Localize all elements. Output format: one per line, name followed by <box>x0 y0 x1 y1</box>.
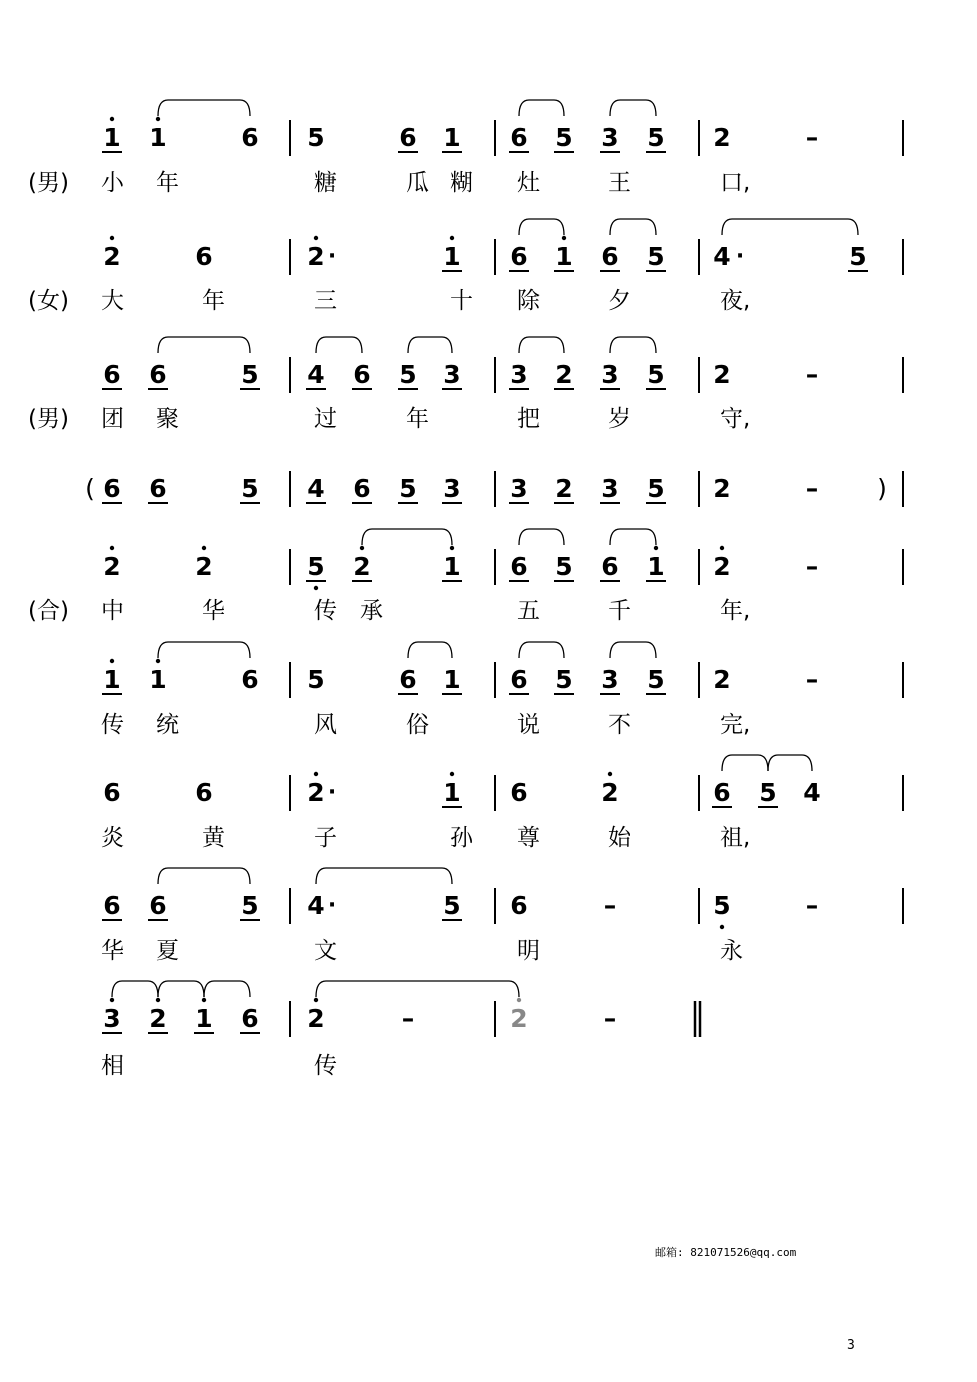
lyric: 夕 <box>608 288 631 314</box>
lyric: 小 <box>101 170 124 196</box>
lyric: 明 <box>517 938 540 964</box>
slur <box>610 529 656 545</box>
lyric: 传 <box>101 712 124 738</box>
slur <box>158 337 250 353</box>
lyric: 祖, <box>720 825 751 851</box>
octave-dot <box>110 998 114 1002</box>
note: 3 <box>601 360 619 389</box>
note: 6 <box>510 123 528 152</box>
lyric: 千 <box>608 598 631 624</box>
octave-dot <box>450 236 454 240</box>
note: 1 <box>149 665 167 694</box>
slur <box>519 529 564 545</box>
lyric: 俗 <box>406 712 429 738</box>
note: 5 <box>241 474 259 503</box>
octave-dot <box>450 772 454 776</box>
note: 5 <box>647 474 665 503</box>
lyric: 岁 <box>608 406 631 432</box>
lyric: 守, <box>720 406 751 432</box>
slur <box>722 755 768 771</box>
note: 1 <box>443 778 461 807</box>
note: 2 <box>555 360 573 389</box>
lyric: 永 <box>720 938 743 964</box>
lyric: 大 <box>101 288 124 314</box>
note: 2 <box>713 360 731 389</box>
note: 6 <box>399 665 417 694</box>
note: 4 <box>307 360 325 389</box>
lyric: 聚 <box>156 406 179 432</box>
octave-dot <box>156 659 160 663</box>
lyric: 尊 <box>517 825 540 851</box>
lyric: 文 <box>314 938 337 964</box>
octave-dot <box>314 772 318 776</box>
note: 3 <box>510 360 528 389</box>
note: 3 <box>443 360 461 389</box>
note: 6 <box>241 665 259 694</box>
lyric: 十 <box>450 288 473 314</box>
octave-dot <box>720 546 724 550</box>
note: 6 <box>510 552 528 581</box>
note: 2 <box>307 778 325 807</box>
note: 3 <box>601 665 619 694</box>
lyric: 糖 <box>314 170 337 196</box>
note: 6 <box>103 778 121 807</box>
note: 5 <box>241 360 259 389</box>
lyric: 灶 <box>517 170 540 196</box>
octave-dot <box>360 546 364 550</box>
note: 6 <box>149 474 167 503</box>
octave-dot <box>110 546 114 550</box>
slur <box>519 642 564 658</box>
note: 5 <box>443 891 461 920</box>
augmentation-dot: · <box>735 244 745 269</box>
slur <box>158 981 204 997</box>
note: 3 <box>601 123 619 152</box>
note: 5 <box>307 123 325 152</box>
lyric: 完, <box>720 712 751 738</box>
note: 1 <box>443 552 461 581</box>
lyric: 华 <box>101 938 124 964</box>
note: 2 <box>195 552 213 581</box>
lyric: 王 <box>608 170 631 196</box>
note: 4 <box>307 891 325 920</box>
slur <box>610 219 656 235</box>
note: 2 <box>307 242 325 271</box>
octave-dot <box>517 998 521 1002</box>
note: 2 <box>713 665 731 694</box>
note: 2 <box>510 1004 528 1033</box>
note: 6 <box>601 242 619 271</box>
note: 2 <box>353 552 371 581</box>
note: 3 <box>103 1004 121 1033</box>
lyric: 中 <box>101 598 124 624</box>
octave-dot <box>110 117 114 121</box>
note: 2 <box>601 778 619 807</box>
note: 2 <box>713 474 731 503</box>
paren: ( <box>85 474 95 503</box>
note: 5 <box>647 360 665 389</box>
lyric: 糊 <box>450 170 473 196</box>
note: 1 <box>103 665 121 694</box>
note: 5 <box>555 665 573 694</box>
note: 5 <box>647 123 665 152</box>
dash-note: – <box>805 665 819 694</box>
lyric: 传 <box>314 598 337 624</box>
note: 2 <box>555 474 573 503</box>
octave-dot <box>110 659 114 663</box>
lyric: 传 <box>314 1053 337 1079</box>
note: 2 <box>103 242 121 271</box>
octave-dot <box>608 772 612 776</box>
note: 4 <box>307 474 325 503</box>
slur <box>316 868 452 884</box>
note: 1 <box>647 552 665 581</box>
lyric: 统 <box>156 712 179 738</box>
lyric: 年 <box>202 288 225 314</box>
note: 6 <box>601 552 619 581</box>
lyric: 承 <box>360 598 383 624</box>
note: 1 <box>443 665 461 694</box>
slur <box>408 642 452 658</box>
note: 3 <box>601 474 619 503</box>
note: 6 <box>241 123 259 152</box>
slur <box>362 529 452 545</box>
voice-label: (男) <box>28 406 69 432</box>
octave-dot <box>202 998 206 1002</box>
note: 6 <box>510 891 528 920</box>
note: 1 <box>555 242 573 271</box>
note: 1 <box>149 123 167 152</box>
note: 5 <box>307 665 325 694</box>
note: 2 <box>149 1004 167 1033</box>
note: 6 <box>510 242 528 271</box>
note: 5 <box>555 123 573 152</box>
dash-note: – <box>805 474 819 503</box>
note: 6 <box>353 474 371 503</box>
note: 5 <box>307 552 325 581</box>
lyric: 不 <box>608 712 631 738</box>
dash-note: – <box>401 1004 415 1033</box>
octave-dot <box>562 236 566 240</box>
octave-dot <box>314 236 318 240</box>
dash-note: – <box>805 360 819 389</box>
lyric: 风 <box>314 712 337 738</box>
note: 1 <box>195 1004 213 1033</box>
augmentation-dot: · <box>327 244 337 269</box>
slur <box>519 219 564 235</box>
low-octave-dot <box>720 925 724 929</box>
dash-note: – <box>805 552 819 581</box>
note: 5 <box>647 665 665 694</box>
note: 4 <box>713 242 731 271</box>
footer-email: 邮箱: 821071526@qq.com <box>655 1246 797 1259</box>
note: 1 <box>443 242 461 271</box>
note: 2 <box>103 552 121 581</box>
slur <box>519 337 564 353</box>
note: 2 <box>713 123 731 152</box>
lyric: 团 <box>101 406 124 432</box>
lyric: 过 <box>314 406 337 432</box>
slur <box>204 981 250 997</box>
paren: ) <box>877 474 887 503</box>
octave-dot <box>450 546 454 550</box>
voice-label: (女) <box>28 288 69 314</box>
lyric: 把 <box>517 406 540 432</box>
note: 5 <box>713 891 731 920</box>
note: 6 <box>149 891 167 920</box>
augmentation-dot: · <box>327 780 337 805</box>
note: 6 <box>195 778 213 807</box>
slur <box>610 642 656 658</box>
note: 6 <box>195 242 213 271</box>
lyric: 夜, <box>720 288 751 314</box>
slur <box>158 100 250 116</box>
note: 6 <box>103 891 121 920</box>
note: 5 <box>399 360 417 389</box>
note: 6 <box>713 778 731 807</box>
slur <box>519 100 564 116</box>
note: 5 <box>399 474 417 503</box>
slur <box>316 337 362 353</box>
slur <box>722 219 858 235</box>
note: 1 <box>103 123 121 152</box>
slur <box>610 100 656 116</box>
slur <box>112 981 158 997</box>
low-octave-dot <box>314 586 318 590</box>
note: 3 <box>443 474 461 503</box>
note: 5 <box>759 778 777 807</box>
lyric: 子 <box>314 825 337 851</box>
lyric: 年, <box>720 598 751 624</box>
note: 3 <box>510 474 528 503</box>
octave-dot <box>202 546 206 550</box>
lyric: 年 <box>156 170 179 196</box>
note: 6 <box>399 123 417 152</box>
slur <box>158 868 250 884</box>
lyric: 五 <box>517 598 540 624</box>
note: 5 <box>849 242 867 271</box>
lyric: 口, <box>720 170 751 196</box>
note: 6 <box>149 360 167 389</box>
lyric: 除 <box>517 288 540 314</box>
note: 5 <box>555 552 573 581</box>
dash-note: – <box>805 123 819 152</box>
note: 2 <box>307 1004 325 1033</box>
note: 6 <box>510 665 528 694</box>
octave-dot <box>654 546 658 550</box>
lyric: 说 <box>517 712 540 738</box>
note: 6 <box>241 1004 259 1033</box>
slur <box>158 642 250 658</box>
note: 5 <box>647 242 665 271</box>
page-number: 3 <box>847 1338 855 1353</box>
dash-note: – <box>603 1004 617 1033</box>
lyric: 相 <box>101 1053 124 1079</box>
lyric: 瓜 <box>406 170 429 196</box>
note: 6 <box>103 360 121 389</box>
voice-label: (男) <box>28 170 69 196</box>
slur <box>610 337 656 353</box>
note: 4 <box>803 778 821 807</box>
note: 6 <box>510 778 528 807</box>
lyric: 华 <box>202 598 225 624</box>
lyric: 黄 <box>202 825 225 851</box>
octave-dot <box>156 998 160 1002</box>
dash-note: – <box>805 891 819 920</box>
lyric: 年 <box>406 406 429 432</box>
lyric: 孙 <box>450 825 473 851</box>
octave-dot <box>314 998 318 1002</box>
note: 5 <box>241 891 259 920</box>
octave-dot <box>110 236 114 240</box>
dash-note: – <box>603 891 617 920</box>
lyric: 始 <box>608 825 631 851</box>
slur <box>408 337 452 353</box>
note: 6 <box>103 474 121 503</box>
lyric: 三 <box>314 288 337 314</box>
augmentation-dot: · <box>327 893 337 918</box>
note: 2 <box>713 552 731 581</box>
slur <box>316 981 519 997</box>
octave-dot <box>156 117 160 121</box>
note: 6 <box>353 360 371 389</box>
voice-label: (合) <box>28 598 69 624</box>
note: 1 <box>443 123 461 152</box>
slur <box>768 755 812 771</box>
lyric: 夏 <box>156 938 179 964</box>
lyric: 炎 <box>101 825 124 851</box>
